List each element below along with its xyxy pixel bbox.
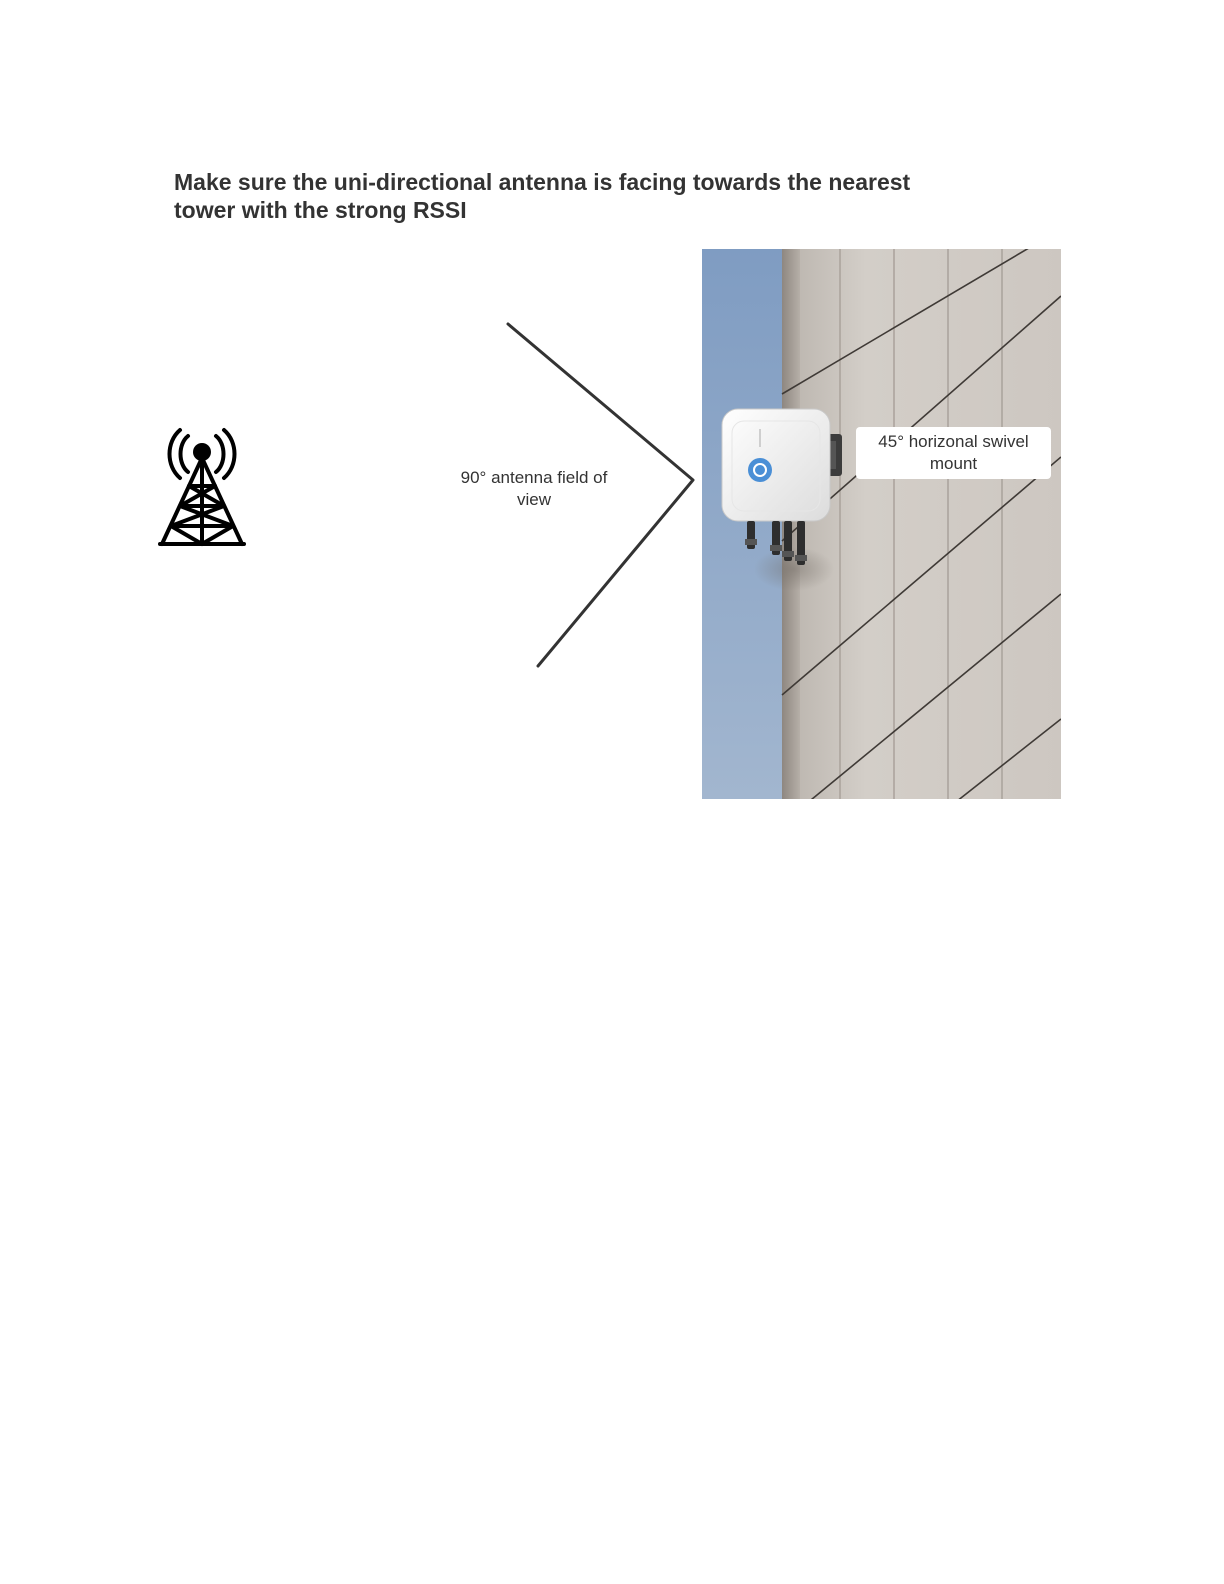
cell-tower-icon: [156, 426, 248, 550]
field-of-view-label: 90° antenna field of view: [460, 468, 608, 509]
page-heading: Make sure the uni-directional antenna is facing towards the nearest tower with the strong RSSI: [174, 169, 911, 223]
antenna-photo: [702, 249, 1061, 799]
swivel-mount-callout: 45° horizonal swivel mount: [856, 427, 1051, 479]
